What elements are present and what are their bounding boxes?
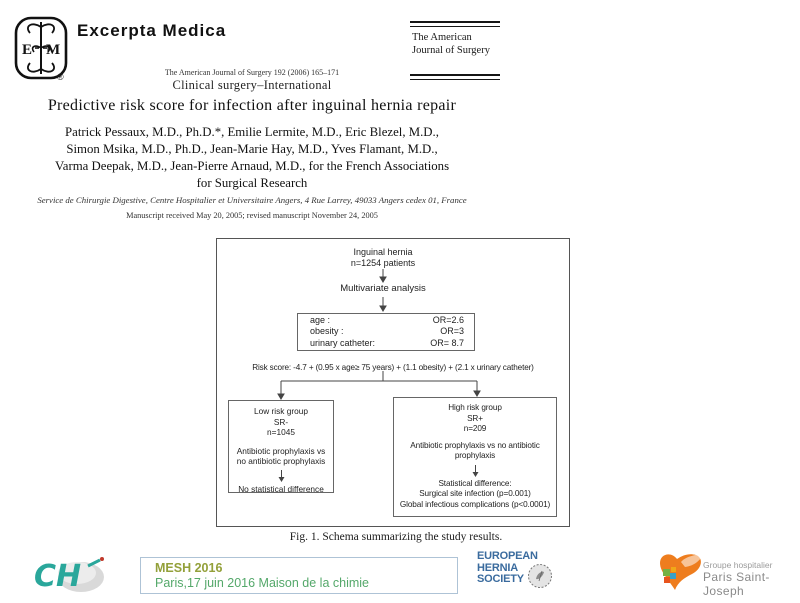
top-node-line1: Inguinal hernia [353,247,413,257]
authors-line: Patrick Pessaux, M.D., Ph.D.*, Emilie Lermite, M.D., Eric Blezel, M.D., [65,125,439,139]
low-risk-n: n=1045 [267,427,295,437]
or-label: obesity : [310,326,344,337]
psj-line1: Groupe hospitalier [703,560,773,570]
chu-logo-icon [32,552,112,603]
svg-text:CH: CH [34,559,82,594]
journal-masthead [412,31,490,57]
event-banner [140,557,458,594]
low-risk-box [228,400,334,493]
psj-logo-icon [655,549,705,602]
high-risk-n: n=209 [463,424,487,433]
high-risk-group: SR+ [467,413,483,423]
or-row [310,315,464,327]
top-node-line2: n=1254 patients [350,258,416,268]
high-risk-box [393,397,557,517]
analysis-node: Multivariate analysis [340,283,426,294]
low-risk-comparison: no antibiotic prophylaxis [236,456,326,466]
ehs-line3: SOCIETY [477,573,524,585]
high-risk-comparison: prophylaxis [454,451,496,460]
high-risk-result: Global infectious complications (p<0.0001) [399,499,551,509]
or-label: urinary catheter: [310,337,376,348]
low-risk-title: Low risk group [254,406,308,416]
journal-citation: The American Journal of Surgery 192 (2006) 165–171 [164,68,340,77]
author-list [28,124,476,192]
authors-line: Varma Deepak, M.D., Jean-Pierre Arnaud, M.D., for the French Associations [54,159,450,173]
ehs-line1: EUROPEAN [477,550,538,562]
psj-line2: Paris Saint-Joseph [703,570,770,598]
masthead-line1: The American [412,32,472,43]
or-value: OR=3 [440,326,464,337]
high-risk-result: Surgical site infection (p=0.001) [419,489,531,498]
article-title: Predictive risk score for infection after inguinal hernia repair [47,97,457,114]
low-risk-comparison: Antibiotic prophylaxis vs [236,445,326,456]
high-risk-comparison: Antibiotic prophylaxis vs no antibiotic [410,440,540,450]
event-details: Paris,17 juin 2016 Maison de la chimie [155,576,370,590]
top-node [313,247,453,269]
or-row [310,338,464,350]
masthead-line2: Journal of Surgery [412,45,490,56]
odds-ratio-box [297,313,475,351]
masthead-top-rule [410,21,500,27]
registered-mark: ® [57,72,64,82]
or-label: age : [310,314,331,325]
affiliation: Service de Chirurgie Digestive, Centre Hospitalier et Universitaire Angers, 4 Rue Larrey, 49033 Angers cedex 01, France [37,195,467,205]
journal-section: Clinical surgery–International [172,78,332,92]
em-logo-letter-e: E [22,42,33,58]
risk-score-formula: Risk score: -4.7 + (0.95 x age≥ 75 years) + (1.1 obesity) + (2.1 x urinary catheter) [252,363,534,372]
manuscript-note: Manuscript received May 20, 2005; revised manuscript November 24, 2005 [126,211,378,220]
publisher-wordmark: Excerpta Medica [77,21,227,40]
authors-line: Simon Msika, M.D., Ph.D., Jean-Marie Hay, M.D., Yves Flamant, M.D., [66,142,438,156]
figure-caption: Fig. 1. Schema summarizing the study results. [289,531,503,543]
authors-line: for Surgical Research [196,176,308,190]
event-name: MESH 2016 [155,561,223,575]
em-logo-letter-m: M [46,42,61,58]
high-risk-title: High risk group [448,403,502,412]
psj-wordmark [703,560,800,598]
or-value: OR=2.6 [432,314,464,325]
down-arrow-icon [471,465,480,477]
ehs-line2: HERNIA [477,561,518,574]
figure-1-schema [216,238,570,527]
or-value: OR= 8.7 [430,337,464,348]
high-risk-result: Statistical difference: [438,478,512,488]
low-risk-result: No statistical difference [238,483,324,493]
or-row [310,326,464,338]
down-arrow-icon [277,470,286,482]
ehs-emblem-icon [527,563,553,594]
low-risk-group: SR- [273,416,289,427]
